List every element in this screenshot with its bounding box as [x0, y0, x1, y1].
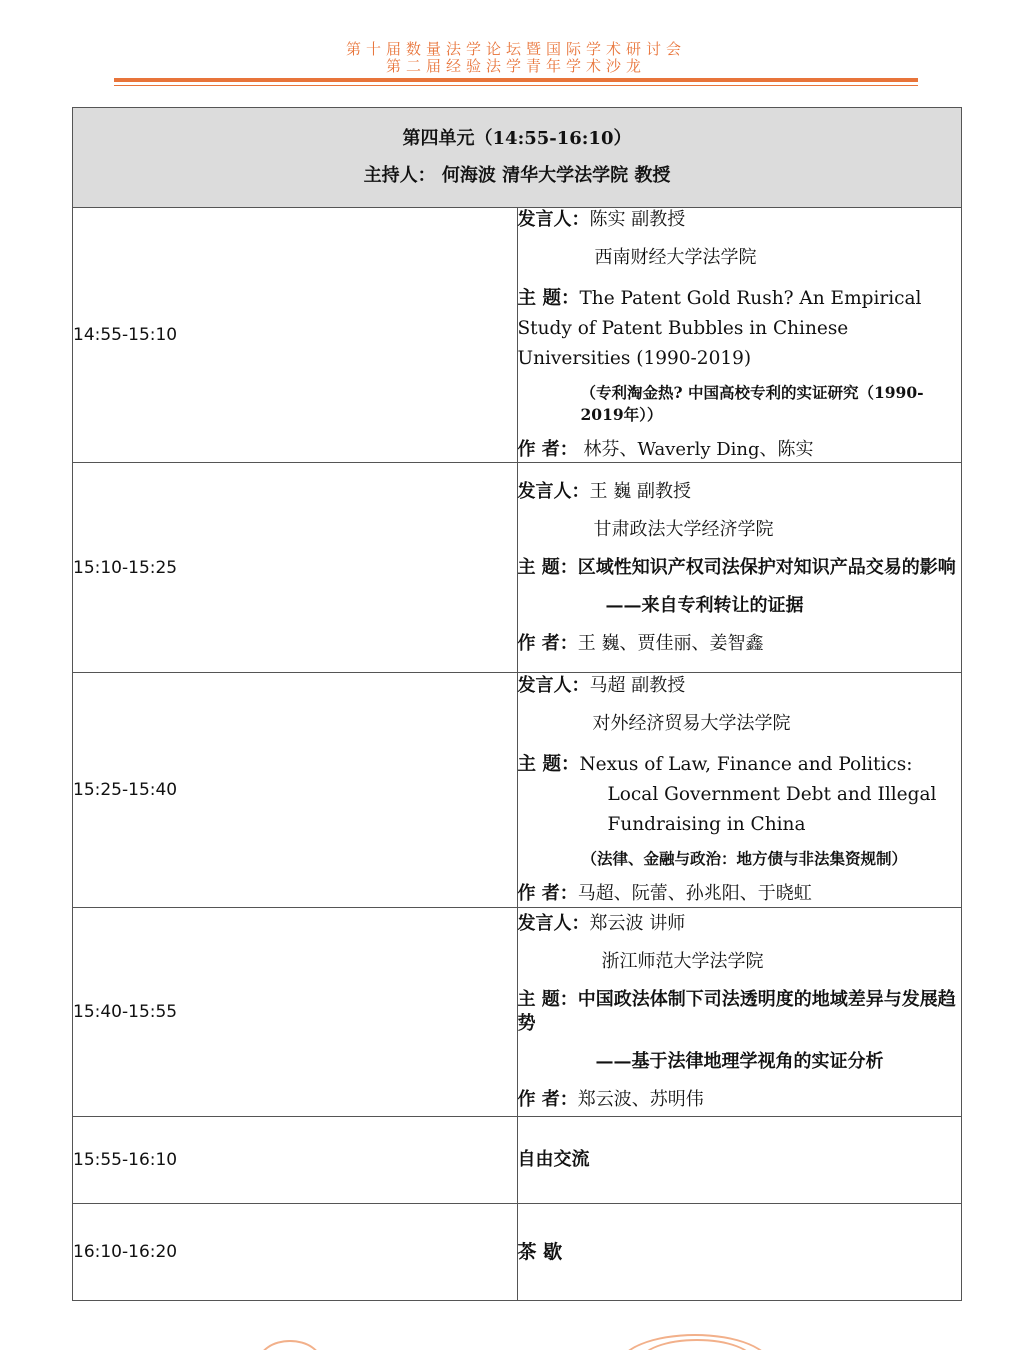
session-time: 15:40-15:55: [73, 908, 518, 1117]
speaker-name: 郑云波 讲师: [589, 913, 686, 934]
activity-cell: [517, 1117, 962, 1204]
author-names: 马超、阮蕾、孙兆阳、于晓虹: [577, 883, 812, 904]
unit-host: 主持人： 何海波 清华大学法学院 教授: [363, 165, 671, 186]
speaker-institution: 西南财经大学法学院: [594, 247, 757, 268]
speaker-name: 陈实 副教授: [589, 209, 686, 230]
topic-label: 主 题：: [517, 754, 580, 775]
decorative-arc: [258, 1340, 322, 1350]
session-details: [517, 908, 962, 1117]
topic-chinese: （法律、金融与政治：地方债与非法集资规制）: [581, 849, 908, 868]
topic-label: 主 题：: [517, 989, 578, 1010]
author-label: 作 者：: [517, 883, 578, 904]
session-time: 15:10-15:25: [73, 463, 518, 673]
activity-row: [73, 1117, 962, 1204]
topic-text: The Patent Gold Rush? An Empirical Study of Patent Bubbles in Chinese Universities (1990-2019): [517, 288, 922, 369]
session-row: [73, 673, 962, 908]
unit-header: [73, 108, 962, 208]
topic-line: [518, 556, 962, 580]
salon-title: 第二届经验法学青年学术沙龙: [385, 57, 646, 75]
session-row: [73, 908, 962, 1117]
author-label: 作 者：: [517, 1089, 578, 1110]
unit-title: 第四单元（14:55-16:10）: [402, 128, 632, 149]
speaker-line: [518, 912, 962, 936]
topic-subtitle: ——来自专利转让的证据: [605, 594, 804, 616]
header-rule-thin: [114, 85, 918, 86]
activity-label: 茶 歇: [517, 1241, 563, 1263]
conference-title: 第十届数量法学论坛暨国际学术研讨会: [345, 40, 686, 58]
speaker-label: 发言人：: [517, 480, 590, 502]
topic-text: 中国政法体制下司法透明度的地域差异与发展趋势: [517, 989, 956, 1034]
session-details: [517, 463, 962, 673]
author-names: 林芬、Waverly Ding、陈实: [577, 439, 814, 460]
session-details: [517, 673, 962, 908]
activity-cell: [517, 1204, 962, 1301]
speaker-label: 发言人：: [517, 209, 590, 230]
activity-row: [73, 1204, 962, 1301]
speaker-line: [518, 208, 962, 232]
author-names: 王 巍、贾佳丽、姜智鑫: [577, 632, 764, 654]
unit-header-row: [73, 108, 962, 208]
speaker-institution: 浙江师范大学法学院: [601, 951, 764, 972]
header-rule-thick: [114, 78, 918, 82]
topic-text: Nexus of Law, Finance and Politics: Local Government Debt and Illegal Fundraising in China: [579, 754, 937, 835]
footer-decoration: [0, 1334, 1032, 1350]
topic-line: [518, 284, 962, 374]
topic-label: 主 题：: [517, 556, 578, 578]
topic-chinese: （专利淘金热? 中国高校专利的实证研究（1990-2019年））: [580, 383, 924, 424]
session-row: [73, 463, 962, 673]
activity-label: 自由交流: [517, 1149, 590, 1170]
author-line: [518, 438, 962, 462]
speaker-name: 马超 副教授: [589, 675, 686, 696]
author-label: 作 者：: [517, 632, 578, 654]
author-names: 郑云波、苏明伟: [577, 1089, 704, 1110]
topic-line: [518, 750, 962, 840]
session-details: [517, 208, 962, 463]
speaker-name: 王 巍 副教授: [589, 480, 691, 502]
topic-text: 区域性知识产权司法保护对知识产品交易的影响: [577, 556, 956, 578]
topic-label: 主 题：: [517, 288, 580, 309]
author-line: [518, 882, 962, 906]
session-time: 14:55-15:10: [73, 208, 518, 463]
topic-subtitle: ——基于法律地理学视角的实证分析: [595, 1051, 884, 1072]
session-time: 15:25-15:40: [73, 673, 518, 908]
speaker-line: [518, 480, 962, 504]
topic-line: [518, 988, 962, 1036]
speaker-institution: 对外经济贸易大学法学院: [592, 713, 791, 734]
author-line: [518, 632, 962, 656]
session-time: 15:55-16:10: [73, 1117, 518, 1204]
session-row: [73, 208, 962, 463]
speaker-label: 发言人：: [517, 913, 590, 934]
author-label: 作 者：: [517, 439, 578, 460]
speaker-institution: 甘肃政法大学经济学院: [593, 518, 774, 540]
schedule-table: [72, 107, 962, 1301]
author-line: [518, 1088, 962, 1112]
session-time: 16:10-16:20: [73, 1204, 518, 1301]
speaker-line: [518, 674, 962, 698]
speaker-label: 发言人：: [517, 675, 590, 696]
